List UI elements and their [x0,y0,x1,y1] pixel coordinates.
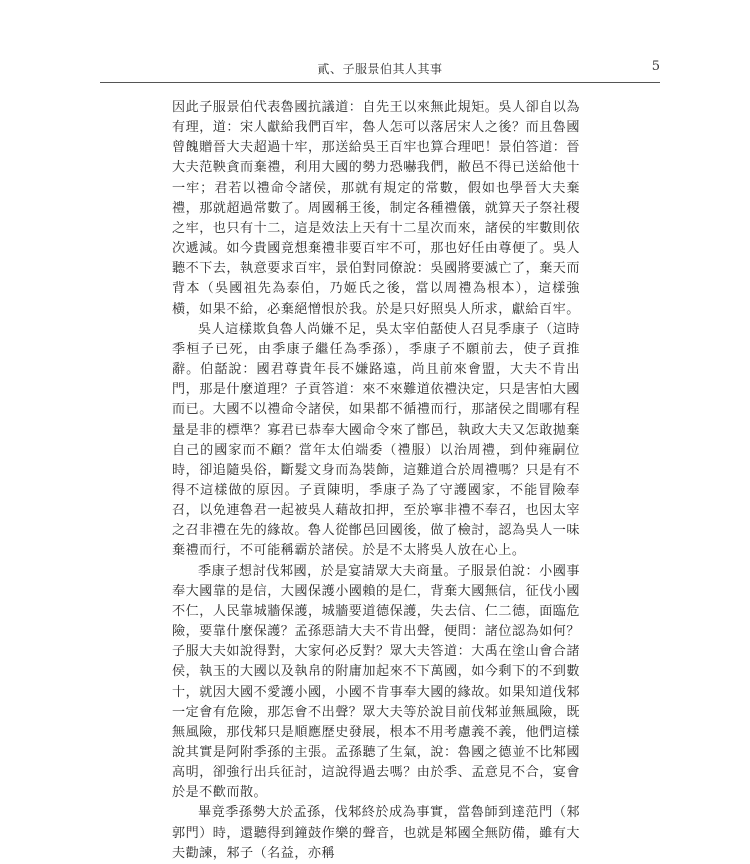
body-text [172,98,580,864]
page-header [100,58,660,80]
header-rule [100,82,660,83]
paragraph: 因此子服景伯代表魯國抗議道：自先王以來無此規矩。吳人卻自以為有理，道：宋人獻給我們百牢，魯人怎可以落居宋人之後？而且魯國曾餽贈晉大夫超過十牢，那送給吳王百牢也算合理吧！景伯答道：晉大夫范鞅貪而棄禮，利用大國的勢力恐嚇我們，敝邑不得已送給他十一牢；君若以禮命令諸侯，那就有規定的常數，假如也學晉大夫棄禮，那就超過常數了。周國稱王後，制定各種禮儀，就算天子祭社稷之牢，也只有十二，這是效法上天有十二星次而來，諸侯的牢數則依次遞減。如今貴國竟想棄禮非要百牢不可，那也好任由尊便了。吳人聽不下去，執意要求百牢，景伯對同僚說：吳國將要滅亡了，棄天而背本（吳國祖先為泰伯，乃姬氏之後，當以周禮為根本），這樣強橫，如果不給，必棄絕憎恨於我。於是只好照吳人所求，獻給百牢。 [172,100,580,317]
paragraph: 吳人這樣欺負魯人尚嫌不足，吳太宰伯嚭使人召見季康子（這時季桓子已死，由季康子繼任為季孫），季康子不願前去，使子貢推辭。伯嚭說：國君尊貴年長不嫌路遠，尚且前來會盟，大夫不肯出門，那是什麼道理？子貢答道：來不來難道依禮決定，只是害怕大國而已。大國不以禮命令諸侯，如果都不循禮而行，那諸侯之間哪有程量是非的標準？寡君已恭奉大國命令來了鄫邑，執政大夫又怎敢拋棄自己的國家而不顧？當年太伯端委（禮服）以治周禮，到仲雍嗣位時，卻追隨吳俗，斷髮文身而為裝飾，這難道合於周禮嗎？只是有不得不這樣做的原因。子貢陳明，季康子為了守護國家，不能冒險奉召，以免連魯君一起被吳人藉故扣押，至於寧非禮不奉召，也因太宰之召非禮在先的緣故。魯人從鄫邑回國後，做了檢討，認為吳人一味棄禮而行，不可能稱霸於諸侯。於是不太將吳人放在心上。 [172,321,580,559]
paragraph: 畢竟季孫勢大於孟孫，伐邾終於成為事實，當魯師到達范門（邾郭門）時，還聽得到鐘鼓作樂的聲音，也就是邾國全無防備，雖有大夫勸諫，邾子（名益，亦稱 [172,805,580,861]
page-number: 5 [651,59,660,74]
paragraph: 季康子想討伐邾國，於是宴請眾大夫商量。子服景伯說：小國事奉大國靠的是信，大國保護小國賴的是仁，背棄大國無信，征伐小國不仁，人民靠城牆保護，城牆要道德保護，失去信、仁二德，面臨危險，要靠什麼保護？孟孫惡請大夫不肯出聲，便問：諸位認為如何？子服大夫如說得對，大家何必反對？眾大夫答道：大禹在塗山會合諸侯，執玉的大國以及執帛的附庸加起來不下萬國，如今剩下的不到數十，就因大國不愛護小國，小國不肯事奉大國的緣故。如果知道伐邾一定會有危險，那怎會不出聲？眾大夫等於說目前伐邾並無風險，既無風險，那伐邾只是順應歷史發展，根本不用考慮義不義，他們這樣說其實是阿附季孫的主張。孟孫聽了生氣，說：魯國之德並不比邾國高明，卻強行出兵征討，這說得過去嗎？由於季、孟意見不合，宴會於是不歡而散。 [172,563,580,801]
running-head: 貳、子服景伯其人其事 [317,62,443,76]
